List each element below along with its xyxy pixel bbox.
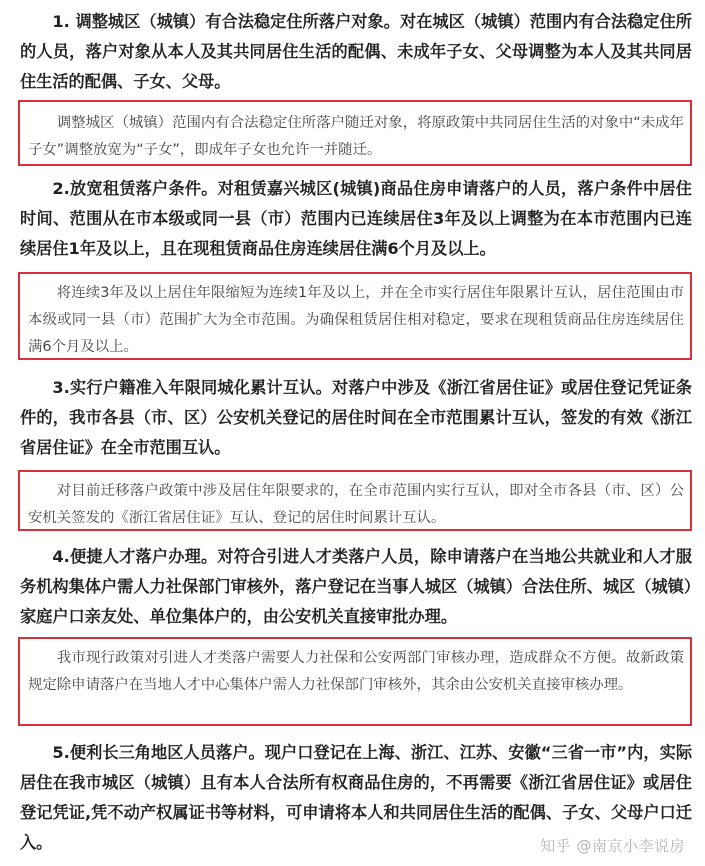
policy-item-1: 1. 调整城区（城镇）有合法稳定住所落户对象。对在城区（城镇）范围内有合法稳定住所的人员，落户对象从本人及其共同居住生活的配偶、未成年子女、父母调整为本人及其共同居住生活的配偶、子女、父母。: [20, 12, 692, 91]
policy-item-2: 2.放宽租赁落户条件。对租赁嘉兴城区(城镇)商品住房申请落户的人员，落户条件中居住时间、范围从在市本级或同一县（市）范围内已连续居住3年及以上调整为在本市范围内已连续居住1年及以上，且在现租赁商品住房连续居住满6个月及以上。: [20, 179, 692, 258]
watermark: 知乎 @南京小李说房: [540, 837, 685, 855]
interpretation-box-2: 将连续3年及以上居住年限缩短为连续1年及以上，并在全市实行居住年限累计互认，居住范围由市本级或同一县（市）范围扩大为全市范围。为确保租赁居住相对稳定，要求在现租赁商品住房连续居住满6个月及以上。: [18, 272, 692, 360]
interpretation-box-3: 对目前迁移落户政策中涉及居住年限要求的，在全市范围内实行互认，即对全市各县（市、区）公安机关签发的《浙江省居住证》互认、登记的居住时间累计互认。: [18, 470, 692, 531]
interpretation-box-1: 调整城区（城镇）范围内有合法稳定住所落户随迁对象，将原政策中共同居住生活的对象中“未成年子女”调整放宽为“子女”，即成年子女也允许一并随迁。: [18, 100, 692, 166]
policy-item-4: 4.便捷人才落户办理。对符合引进人才类落户人员，除申请落户在当地公共就业和人才服务机构集体户需人力社保部门审核外，落户登记在当事人城区（城镇）合法住所、城区（城镇）家庭户口亲友处、单位集体户的，由公安机关直接审批办理。: [20, 547, 692, 626]
policy-item-3: 3.实行户籍准入年限同城化累计互认。对落户中涉及《浙江省居住证》或居住登记凭证条件的，我市各县（市、区）公安机关登记的居住时间在全市范围累计互认，签发的有效《浙江省居住证》在全市范围互认。: [20, 378, 692, 457]
policy-item-5: 5.便利长三角地区人员落户。现户口登记在上海、浙江、江苏、安徽“三省一市”内，实际居住在我市城区（城镇）且有本人合法所有权商品住房的，不再需要《浙江省居住证》或居住登记凭证,凭不动产权属证书等材料，可申请将本人和共同居住生活的配偶、子女、父母户口迁入。: [20, 743, 692, 852]
interpretation-box-4: 我市现行政策对引进人才类落户需要人力社保和公安两部门审核办理，造成群众不方便。故新政策规定除申请落户在当地人才中心集体户需人力社保部门审核外，其余由公安机关直接审核办理。: [18, 637, 692, 726]
